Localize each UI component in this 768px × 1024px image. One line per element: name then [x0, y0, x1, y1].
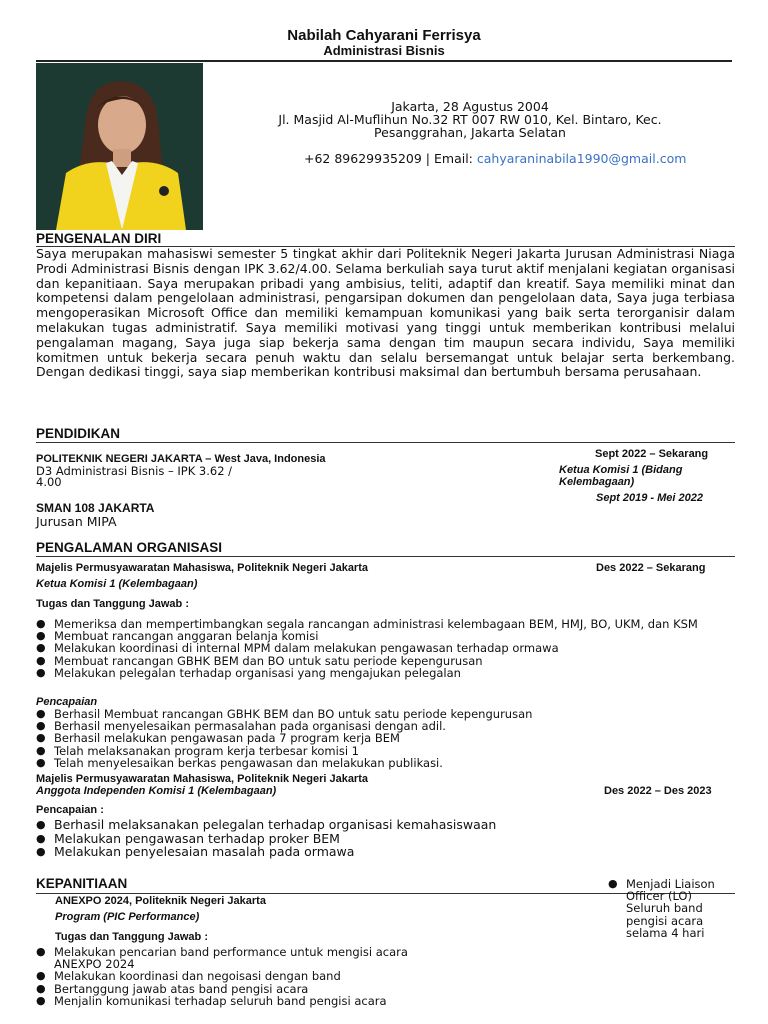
address-line-2: Pesanggrahan, Jakarta Selatan: [374, 125, 566, 140]
list-item: ● Melakukan pengawasan terhadap proker BEM: [36, 832, 736, 846]
committee-tasks-label: Tugas dan Tanggung Jawab :: [55, 931, 208, 943]
address-line-1: Jl. Masjid Al-Muflihun No.32 RT 007 RW 010, Kel. Bintaro, Kec.: [278, 112, 662, 127]
list-item: ● Melakukan koordinasi di internal MPM dalam melakukan pengawasan terhadap ormawa: [36, 642, 736, 654]
org1-task-list: [36, 618, 736, 679]
sma-date: Sept 2019 - Mei 2022: [596, 492, 704, 504]
org1-ach-label: Pencapaian: [36, 696, 98, 708]
org1-role: Ketua Komisi 1 (Kelembagaan): [36, 578, 198, 590]
phone-number: +62 89629935209 | Email:: [304, 151, 477, 166]
pnj-detail-1: D3 Administrasi Bisnis – IPK 3.62 /: [36, 464, 233, 478]
section-title-committee: KEPANITIAAN: [36, 876, 128, 891]
section-title-education: PENDIDIKAN: [36, 426, 121, 441]
sma-major: Jurusan MIPA: [36, 514, 117, 529]
cv-program: Administrasi Bisnis: [323, 43, 445, 58]
org2-date: Des 2022 – Des 2023: [604, 785, 712, 797]
list-item: ● Telah melaksanakan program kerja terbesar komisi 1: [36, 745, 736, 757]
committee-event: ANEXPO 2024, Politeknik Negeri Jakarta: [55, 895, 266, 907]
cv-name: Nabilah Cahyarani Ferrisya: [287, 27, 481, 44]
org1-tasks-label: Tugas dan Tanggung Jawab :: [36, 598, 189, 610]
birth-info: Jakarta, 28 Agustus 2004: [391, 99, 549, 114]
list-item: ● Melakukan penyelesaian masalah pada ormawa: [36, 845, 736, 859]
org1-ach-list: [36, 708, 736, 769]
pnj-role-1: Ketua Komisi 1 (Bidang: [559, 464, 683, 476]
org2-ach-label: Pencapaian :: [36, 804, 104, 816]
section-divider: [36, 556, 735, 557]
section-divider: [36, 442, 735, 443]
phone-email: [304, 152, 724, 165]
list-item: ● Menjadi Liaison Officer (LO) Seluruh band pengisi acara selama 4 hari: [608, 878, 720, 939]
profile-text: Saya merupakan mahasiswi semester 5 tingkat akhir dari Politeknik Negeri Jakarta Jurusan Administrasi Niaga Prodi Administrasi Bisnis dengan IPK 3.62/4.00. Selama berkuliah saya turut aktif menjalani kegiatan organisasi dan kepanitiaan. Saya merupakan pribadi yang ambisius, teliti, adaptif dan kreatif. Saya memiliki minat dan kompetensi dalam pengelolaan administrasi, pengarsipan dokumen dan pengelolaan data, Saya juga terbiasa mengoperasikan Microsoft Office dan memiliki kemampuan komunikasi yang baik serta terorganisir dalam melakukan tugas administratif. Saya memiliki motivasi yang tinggi untuk memberikan kontribusi melalui pengalaman magang, Saya juga siap bekerja sama dengan tim maupun secara individu, Saya memiliki komitmen untuk bekerja secara penuh waktu dan selalu bersemangat untuk belajar serta berkembang. Dengan dedikasi tinggi, saya siap memberikan kontribusi maksimal dan bertumbuh bersama perusahaan.: [36, 246, 735, 380]
committee-task-list: [36, 946, 446, 1007]
pnj-date: Sept 2022 – Sekarang: [595, 448, 709, 460]
org2-name: Majelis Permusyawaratan Mahasiswa, Politeknik Negeri Jakarta: [36, 773, 368, 785]
list-item: ● Bertanggung jawab atas band pengisi acara: [36, 983, 446, 995]
list-item: ● Memeriksa dan mempertimbangkan segala rancangan administrasi kelembagaan BEM, HMJ, BO, UKM, dan KSM: [36, 618, 736, 630]
list-item: ● Berhasil Membuat rancangan GBHK BEM dan BO untuk satu periode kepengurusan: [36, 708, 736, 720]
list-item: ● Telah menyelesaikan berkas pengawasan dan melakukan publikasi.: [36, 757, 736, 769]
email-link[interactable]: cahyaraninabila1990@gmail.com: [476, 151, 687, 166]
list-item: ● Membuat rancangan anggaran belanja komisi: [36, 630, 736, 642]
list-item: ● Menjalin komunikasi terhadap seluruh band pengisi acara: [36, 995, 446, 1007]
list-item: ● Melakukan koordinasi dan negoisasi dengan band: [36, 970, 446, 982]
org2-ach-list: [36, 818, 736, 859]
list-item: ● Berhasil menyelesaikan permasalahan pada organisasi dengan adil.: [36, 720, 736, 732]
list-item: ● Membuat rancangan GBHK BEM dan BO untuk satu periode kepengurusan: [36, 655, 736, 667]
committee-role: Program (PIC Performance): [55, 911, 200, 923]
list-item: ● Berhasil melakukan pengawasan pada 7 program kerja BEM: [36, 732, 736, 744]
section-title-organization: PENGALAMAN ORGANISASI: [36, 540, 223, 555]
profile-photo: [36, 63, 203, 230]
section-title-profile: PENGENALAN DIRI: [36, 231, 162, 246]
pnj-detail-2: 4.00: [36, 475, 62, 489]
sma-name: SMAN 108 JAKARTA: [36, 501, 155, 515]
org2-role: Anggota Independen Komisi 1 (Kelembagaan): [36, 785, 277, 797]
list-item: ● Berhasil melaksanakan pelegalan terhadap organisasi kemahasiswaan: [36, 818, 736, 832]
pnj-role-2: Kelembagaan): [559, 476, 635, 488]
committee-side-list: [608, 878, 720, 939]
org1-name: Majelis Permusyawaratan Mahasiswa, Politeknik Negeri Jakarta: [36, 562, 368, 574]
list-item: ● Melakukan pencarian band performance untuk mengisi acara ANEXPO 2024: [36, 946, 446, 970]
org1-date: Des 2022 – Sekarang: [596, 562, 706, 574]
pnj-name: POLITEKNIK NEGERI JAKARTA – West Java, Indonesia: [36, 453, 326, 465]
header-divider: [36, 60, 732, 62]
list-item: ● Melakukan pelegalan terhadap organisasi yang mengajukan pelegalan: [36, 667, 736, 679]
